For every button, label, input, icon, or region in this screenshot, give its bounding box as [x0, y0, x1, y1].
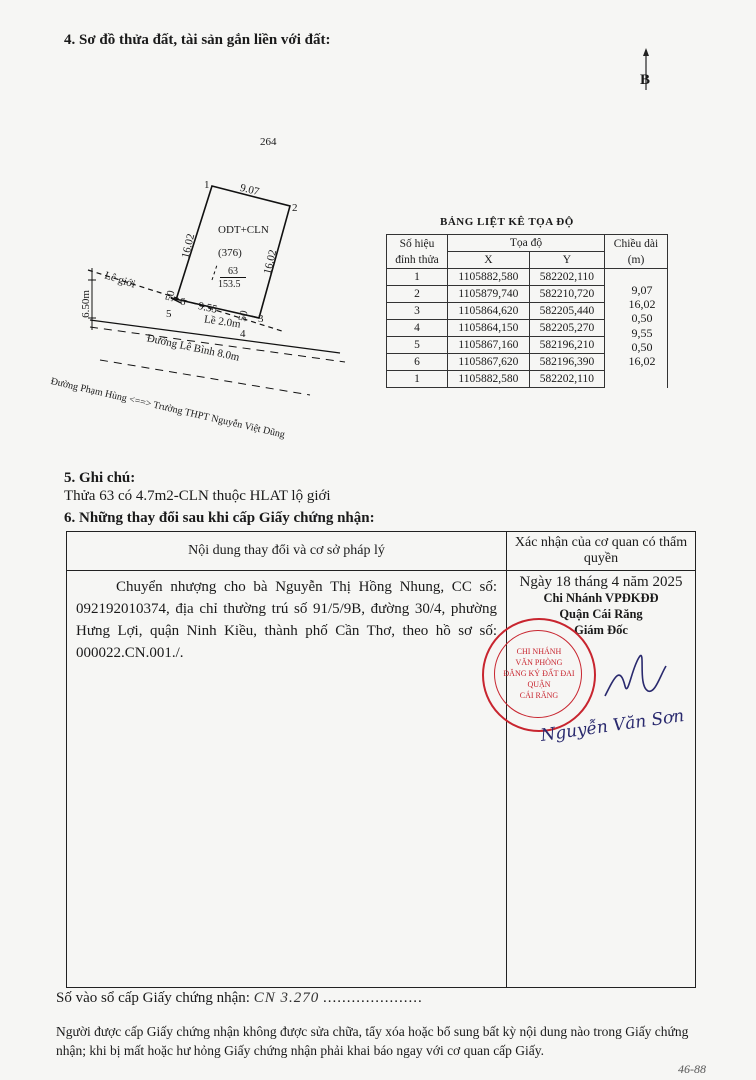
official-stamp — [482, 618, 596, 732]
changes-header-confirm: Xác nhận của cơ quan có thẩm quyền — [507, 532, 696, 571]
register-line: Số vào sổ cấp Giấy chứng nhận: CN 3.270 ..................... — [56, 990, 423, 1006]
changes-table — [66, 531, 696, 988]
section-6-title: 6. Những thay đổi sau khi cấp Giấy chứng nhận: — [64, 510, 375, 526]
stamp-line-2: VĂN PHÒNG — [515, 658, 563, 667]
stamp-line-4: QUẬN — [527, 680, 551, 689]
coord-header-x: X — [448, 252, 530, 269]
coord-header-y: Y — [529, 252, 604, 269]
point-label-6: 6 — [180, 296, 186, 308]
coord-header-length: Chiều dài (m) — [605, 235, 668, 269]
section-4-title: 4. Sơ đồ thửa đất, tài sản gắn liền với đất: — [64, 32, 331, 48]
table-row: 4 1105864,150 582205,270 — [387, 320, 668, 337]
corner-mark: 46-88 — [678, 1062, 706, 1076]
route-label: Đường Phạm Hùng <==> Trường THPT Nguyễn Việt Dũng — [49, 376, 286, 441]
parcel-ref-label: (376) — [218, 247, 242, 259]
stamp-line-5: CÁI RĂNG — [519, 691, 559, 700]
edge-left-label: 16.02 — [179, 232, 198, 260]
parcel-type-label: ODT+CLN — [218, 224, 269, 236]
parcel-area-label: 153.5 — [218, 279, 241, 290]
changes-content-text: Chuyển nhượng cho bà Nguyễn Thị Hồng Nhung, CC số: 092192010374, địa chỉ thường trú số 91/5/9B, đường 30/4, phường Hưng Lợi, quận Ninh Kiều, thành phố Cần Thơ, theo hồ sơ số: 000022.CN.001./. — [76, 579, 497, 661]
footer-note: Người được cấp Giấy chứng nhận không được sửa chữa, tẩy xóa hoặc bổ sung bất kỳ nội dung nào trong Giấy chứng nhận; khi bị mất hoặc hư hỏng Giấy chứng nhận phải khai báo ngay với cơ quan cấp Giấy. — [56, 1024, 689, 1058]
section-5-text: Thửa 63 có 4.7m2-CLN thuộc HLAT lộ giới — [64, 488, 331, 504]
point-label-3: 3 — [258, 313, 264, 325]
table-row: 6 1105867,620 582196,390 — [387, 354, 668, 371]
sidewalk-label: Lề 2.0m — [203, 313, 242, 331]
edge-top-label: 9.07 — [238, 181, 261, 199]
table-row: 3 1105864,620 582205,440 — [387, 303, 668, 320]
changes-header-content: Nội dung thay đổi và cơ sở pháp lý — [67, 532, 507, 571]
confirm-date: Ngày 18 tháng 4 năm 2025 — [519, 574, 683, 590]
coord-header-coords: Tọa độ — [448, 235, 605, 252]
north-label: B — [640, 72, 651, 88]
edge-bottom-label: 9.55 — [196, 300, 219, 316]
length-list: 9,07 16,02 0,50 9,55 0,50 16,02 — [628, 283, 656, 369]
signature-mark-icon — [600, 646, 670, 716]
boundary-label: Lê giới — [102, 269, 137, 291]
edge-right-label: 16.02 — [261, 248, 280, 276]
register-label: Số vào sổ cấp Giấy chứng nhận: — [56, 990, 250, 1006]
coord-header-point: Số hiệu đỉnh thửa — [387, 235, 448, 269]
confirm-office-1: Chi Nhánh VPĐKĐĐ — [543, 591, 659, 605]
point-label-5: 5 — [166, 308, 172, 320]
table-row: 5 1105867,160 582196,210 — [387, 337, 668, 354]
confirm-role: Giám Đốc — [574, 623, 628, 637]
road-label: Đường Lê Bình 8.0m — [145, 332, 241, 364]
register-value: CN 3.270 — [253, 990, 320, 1006]
signer-name: Nguyễn Văn Sơn — [539, 706, 686, 746]
offset-label: 6.50m — [79, 290, 92, 318]
stamp-line-1: CHI NHÁNH — [516, 647, 562, 656]
dist-right-label: 50 — [236, 309, 251, 323]
dist-left-label: 50 — [163, 289, 178, 303]
table-row: 1 1105882,580 582202,110 — [387, 371, 668, 388]
table-row: 1 1105882,580 582202,110 — [387, 269, 668, 286]
coord-table-title: BẢNG LIỆT KÊ TỌA ĐỘ — [440, 216, 574, 228]
point-label-4: 4 — [240, 328, 246, 340]
table-row: 2 1105879,740 582210,720 — [387, 286, 668, 303]
point-label-2: 2 — [292, 202, 298, 214]
confirm-office-2: Quận Cái Răng — [559, 607, 643, 621]
parcel-number-label: 63 — [220, 266, 246, 278]
point-label-1: 1 — [204, 179, 210, 191]
stamp-line-3: ĐĂNG KÝ ĐẤT ĐAI — [503, 669, 575, 678]
sheet-number: 264 — [260, 136, 277, 148]
section-5-title: 5. Ghi chú: — [64, 470, 136, 486]
